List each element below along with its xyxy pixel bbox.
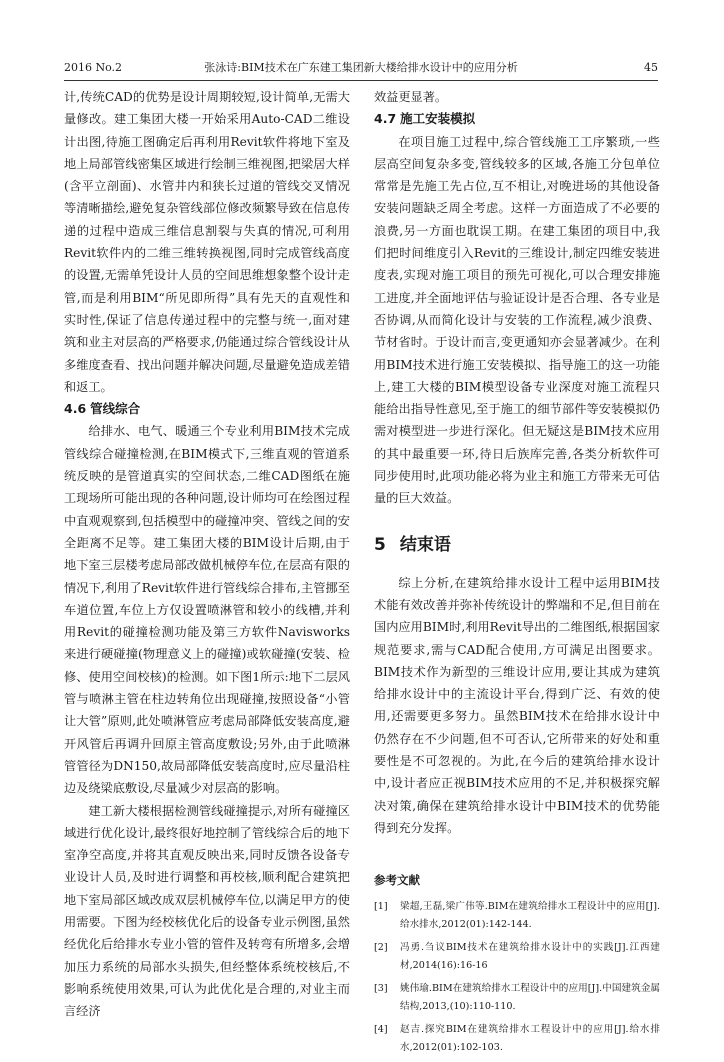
reference-text: 梁超,王磊,梁广伟等.BIM在建筑给排水工程设计中的应用[J].给水排水,2012(01):142-144. <box>400 900 660 930</box>
section-title: 结束语 <box>399 534 451 555</box>
journal-issue: 2016 No.2 <box>64 61 123 74</box>
reference-item <box>374 980 660 1017</box>
reference-text: 姚伟瑜.BIM在建筑给排水工程设计中的应用[J].中国建筑金属结构,2013,(10):110-110. <box>400 982 660 1012</box>
reference-number: [4] <box>374 1023 388 1035</box>
section-title: 施工安装模拟 <box>400 111 476 127</box>
conclusion-paragraph: 综上分析,在建筑给排水设计工程中运用BIM技术能有效改善并弥补传统设计的弊端和不足,但目前在国内应用BIM时,利用Revit导出的二维图纸,根据国家规范要求,需与CAD配合使用,方可满足出图要求。BIM技术作为新型的三维设计应用,要让其成为建筑给排水设计中的主流设计平台,得到广泛、有效的使用,还需要更多努力。虽然BIM技术在给排水设计中仍然存在不少问题,但不可否认,它所带来的好处和重要性是不可忽视的。为此,在今后的建筑给排水设计中,设计者应正视BIM技术应用的不足,并积极探究解决对策,确保在建筑给排水设计中BIM技术的优势能得到充分发挥。 <box>374 575 660 835</box>
section-number: 4.6 <box>64 401 87 417</box>
running-header <box>64 58 658 78</box>
reference-number: [1] <box>374 900 388 912</box>
running-title: 张泳诗:BIM技术在广东建工集团新大楼给排水设计中的应用分析 <box>204 61 518 74</box>
section-number: 5 <box>374 534 386 555</box>
right-column <box>374 86 660 1062</box>
section-title: 管线综合 <box>90 401 141 417</box>
body-paragraph: 给排水、电气、暖通三个专业利用BIM技术完成管线综合碰撞检测,在BIM模式下,三维直观的管道系统反映的是管道真实的空间状态,二维CAD图纸在施工现场所可能出现的各种问题,设计师均可在绘图过程中直观观察到,包括模型中的碰撞冲突、管线之间的安全距离不足等。建工集团大楼的BIM设计后期,由于地下室三层楼考虑局部改做机械停车位,在层高有限的情况下,利用了Revit软件进行管线综合排布,主管挪至车道位置,车位上方仅设置喷淋管和较小的线槽,并利用Revit的碰撞检测功能及第三方软件Navisworks来进行硬碰撞(物理意义上的碰撞)或软碰撞(安装、检修、使用空间校核)的检测。如下图1所示:地下二层风管与喷淋主管在柱边转角位出现碰撞,按照设备“小管让大管”原则,此处喷淋管应考虑局部降低安装高度,避开风管后再调升回原主管高度敷设;另外,由于此喷淋管管径为DN150,故局部降低安装高度时,应尽量沿柱边及绕梁底敷设,尽量减少对层高的影响。 <box>64 424 350 796</box>
references-title: 参考文献 <box>374 873 420 888</box>
intro-paragraph: 计,传统CAD的优势是设计周期较短,设计简单,无需大量修改。建工集团大楼一开始采用Auto-CAD二维设计出图,待施工图确定后再利用Revit软件将地下室及地上局部管线密集区域进行绘制三维视图,把梁居大样(含平立剖面)、水管井内和狭长过道的管线交叉情况等清晰描绘,避免复杂管线部位修改频繁导致在信息传递的过程中造成三维信息割裂与失真的情况,可利用Revit软件内的二维三维转换视图,同时完成管线高度的设置,无需单凭设计人员的空间思维想象整个设计走管,而是利用BIM“所见即所得”具有先天的直观性和实时性,保证了信息传递过程中的完整与统一,面对建筑和业主对层高的严格要求,仍能通过综合管线设计从多维度查看、找出问题并解决问题,尽量避免造成差错和返工。 <box>64 90 350 394</box>
section-5-heading <box>374 532 660 558</box>
reference-item <box>374 1021 660 1058</box>
body-paragraph: 建工新大楼根据检测管线碰撞提示,对所有碰撞区域进行优化设计,最终很好地控制了管线综合后的地下室净空高度,并将其直观反映出来,同时反馈各设备专业设计人员,及时进行调整和再校核,顺利配合建筑把地下室局部区域改成双层机械停车位,以满足甲方的使用需要。下图为经校核优化后的设备专业示例图,虽然经优化后给排水专业小管的管件及转弯有所增多,会增加压力系统的局部水头损失,但经整体系统校核后,不影响系统使用效果,可认为此优化是合理的,对业主而言经济 <box>64 803 350 1019</box>
page-number: 45 <box>644 61 658 74</box>
reference-item <box>374 898 660 935</box>
body-paragraph: 在项目施工过程中,综合管线施工工序繁琐,一些层高空间复杂多变,管线较多的区域,各施工分包单位常常是先施工先占位,互不相让,对晚进场的其他设备安装问题缺乏周全考虑。这样一方面造成了不必要的浪费,另一方面也耽误工期。在建工集团的项目中,我们把时间维度引入Revit的三维设计,制定四维安装进度表,实现对施工项目的预先可视化,可以合理安排施工进度,并全面地评估与验证设计是否合理、各专业是否协调,从而简化设计与安装的工作流程,减少浪费、节材省时。于设计而言,变更通知亦会显著减少。在利用BIM技术进行施工安装模拟、指导施工的这一功能上,建工大楼的BIM模型设备专业深度对施工流程只能给出指导性意见,至于施工的细节部件等安装模拟仍需对模型进一步进行深化。但无疑这是BIM技术应用的其中最重要一环,待日后族库完善,各类分析软件可同步使用时,此项功能必将为业主和施工方带来无可估量的巨大效益。 <box>374 134 660 506</box>
header-divider <box>64 80 658 81</box>
reference-list <box>374 898 660 1058</box>
reference-text: 赵吉.探究BIM在建筑给排水工程设计中的应用[J].给水排水,2012(01):102-103. <box>400 1023 660 1053</box>
reference-item <box>374 939 660 976</box>
left-column <box>64 86 350 1022</box>
reference-text: 冯勇.刍议BIM技术在建筑给排水设计中的实践[J].江西建材,2014(16):16-16 <box>400 941 660 971</box>
section-4-7-heading <box>374 108 660 130</box>
reference-number: [3] <box>374 982 388 994</box>
section-4-6-heading <box>64 398 350 420</box>
continuation-text: 效益更显著。 <box>374 90 448 104</box>
section-number: 4.7 <box>374 111 397 127</box>
reference-number: [2] <box>374 941 388 953</box>
